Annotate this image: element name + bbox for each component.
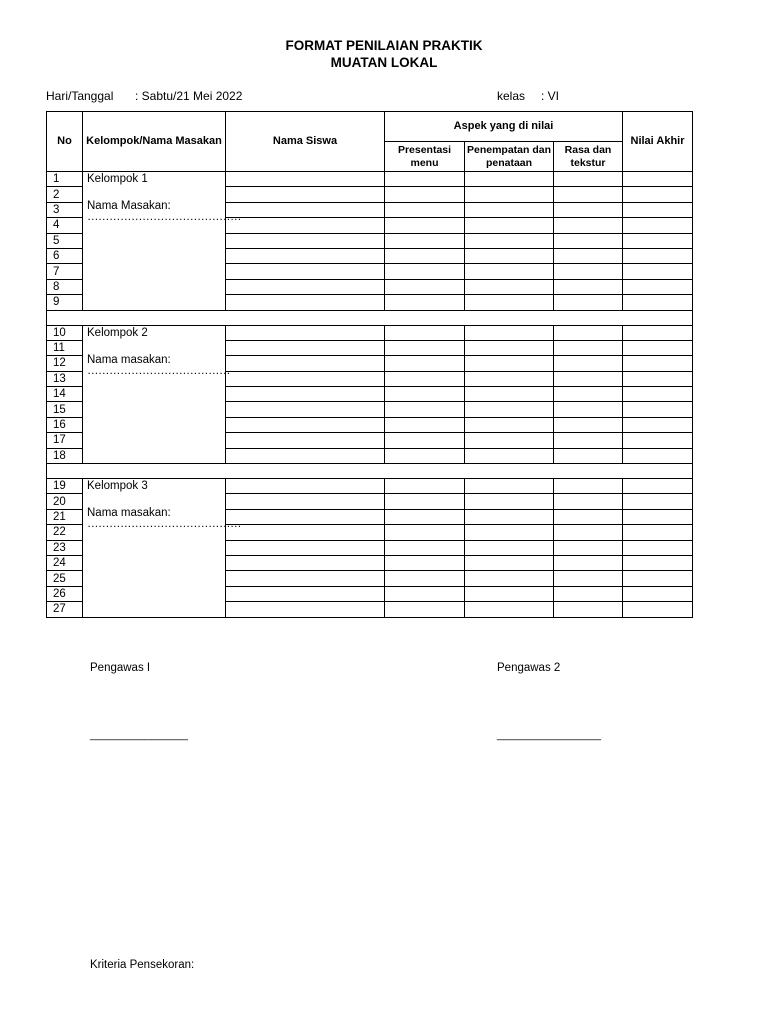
dish-name-blank: …………………………………… <box>87 211 241 223</box>
final-score-cell <box>623 509 693 524</box>
presentation-score-cell <box>385 356 465 371</box>
taste-score-cell <box>554 540 623 555</box>
taste-score-cell <box>554 279 623 294</box>
row-number: 15 <box>47 402 83 417</box>
row-number: 17 <box>47 433 83 448</box>
row-number: 23 <box>47 540 83 555</box>
arrangement-score-cell <box>465 571 554 586</box>
presentation-score-cell <box>385 555 465 570</box>
table-row <box>47 479 693 494</box>
presentation-score-cell <box>385 233 465 248</box>
student-name-cell <box>226 586 385 601</box>
final-score-cell <box>623 279 693 294</box>
final-score-cell <box>623 340 693 355</box>
presentation-score-cell <box>385 172 465 187</box>
class-label: kelas <box>497 89 526 103</box>
presentation-score-cell <box>385 509 465 524</box>
presentation-score-cell <box>385 371 465 386</box>
presentation-score-cell <box>385 325 465 340</box>
arrangement-score-cell <box>465 172 554 187</box>
assessment-table <box>46 111 693 618</box>
taste-score-cell <box>554 218 623 233</box>
group-separator-row <box>47 464 693 479</box>
row-number: 2 <box>47 187 83 202</box>
arrangement-score-cell <box>465 494 554 509</box>
taste-score-cell <box>554 433 623 448</box>
student-name-cell <box>226 187 385 202</box>
row-number: 1 <box>47 172 83 187</box>
student-name-cell <box>226 402 385 417</box>
taste-score-cell <box>554 340 623 355</box>
taste-score-cell <box>554 417 623 432</box>
presentation-score-cell <box>385 279 465 294</box>
student-name-cell <box>226 387 385 402</box>
taste-score-cell <box>554 187 623 202</box>
header-aspect-taste: Rasa dan tekstur <box>554 142 623 172</box>
student-name-cell <box>226 433 385 448</box>
taste-score-cell <box>554 448 623 463</box>
presentation-score-cell <box>385 295 465 310</box>
presentation-score-cell <box>385 417 465 432</box>
taste-score-cell <box>554 525 623 540</box>
row-number: 3 <box>47 202 83 217</box>
final-score-cell <box>623 264 693 279</box>
row-number: 19 <box>47 479 83 494</box>
supervisor-2-label: Pengawas 2 <box>497 662 561 674</box>
group-separator <box>47 310 693 325</box>
arrangement-score-cell <box>465 340 554 355</box>
group-cell <box>83 172 241 311</box>
taste-score-cell <box>554 325 623 340</box>
arrangement-score-cell <box>465 540 554 555</box>
taste-score-cell <box>554 233 623 248</box>
row-number: 27 <box>47 602 83 617</box>
final-score-cell <box>623 325 693 340</box>
document-subtitle: MUATAN LOKAL <box>330 55 438 70</box>
student-name-cell <box>226 509 385 524</box>
final-score-cell <box>623 448 693 463</box>
presentation-score-cell <box>385 602 465 617</box>
taste-score-cell <box>554 494 623 509</box>
final-score-cell <box>623 172 693 187</box>
arrangement-score-cell <box>465 218 554 233</box>
student-name-cell <box>226 325 385 340</box>
arrangement-score-cell <box>465 509 554 524</box>
final-score-cell <box>623 233 693 248</box>
row-number: 10 <box>47 325 83 340</box>
taste-score-cell <box>554 248 623 263</box>
taste-score-cell <box>554 602 623 617</box>
arrangement-score-cell <box>465 448 554 463</box>
group-title: Kelompok 1 <box>87 173 148 185</box>
final-score-cell <box>623 387 693 402</box>
group-cell <box>83 325 230 464</box>
arrangement-score-cell <box>465 402 554 417</box>
student-name-cell <box>226 571 385 586</box>
document-title: FORMAT PENILAIAN PRAKTIK <box>285 38 483 53</box>
student-name-cell <box>226 356 385 371</box>
final-score-cell <box>623 602 693 617</box>
group-title: Kelompok 2 <box>87 326 148 339</box>
header-aspect-presentation: Presentasi menu <box>385 142 465 172</box>
row-number: 4 <box>47 218 83 233</box>
arrangement-score-cell <box>465 602 554 617</box>
row-number: 6 <box>47 248 83 263</box>
arrangement-score-cell <box>465 525 554 540</box>
final-score-cell <box>623 371 693 386</box>
final-score-cell <box>623 540 693 555</box>
header-group: Kelompok/Nama Masakan <box>83 112 226 172</box>
dish-name-blank: …………………………………… <box>87 518 241 531</box>
final-score-cell <box>623 479 693 494</box>
presentation-score-cell <box>385 248 465 263</box>
final-score-cell <box>623 525 693 540</box>
final-score-cell <box>623 433 693 448</box>
arrangement-score-cell <box>465 279 554 294</box>
supervisor-2-signature-line: _________________ <box>497 729 602 741</box>
student-name-cell <box>226 555 385 570</box>
header-aspect-arrangement: Penempatan dan penataan <box>465 142 554 172</box>
student-name-cell <box>226 540 385 555</box>
taste-score-cell <box>554 509 623 524</box>
dish-name-label: Nama masakan: <box>87 353 171 366</box>
row-number: 24 <box>47 555 83 570</box>
row-number: 22 <box>47 525 83 540</box>
dish-name-blank: ………………………………… <box>87 364 230 377</box>
final-score-cell <box>623 571 693 586</box>
student-name-cell <box>226 264 385 279</box>
arrangement-score-cell <box>465 586 554 601</box>
student-name-cell <box>226 218 385 233</box>
final-score-cell <box>623 402 693 417</box>
presentation-score-cell <box>385 187 465 202</box>
arrangement-score-cell <box>465 555 554 570</box>
class-value: : VI <box>541 89 560 103</box>
final-score-cell <box>623 417 693 432</box>
presentation-score-cell <box>385 540 465 555</box>
final-score-cell <box>623 218 693 233</box>
final-score-cell <box>623 202 693 217</box>
presentation-score-cell <box>385 586 465 601</box>
row-number: 7 <box>47 264 83 279</box>
student-name-cell <box>226 494 385 509</box>
row-number: 11 <box>47 340 83 355</box>
row-number: 21 <box>47 509 83 524</box>
row-number: 8 <box>47 279 83 294</box>
table-row <box>47 325 693 340</box>
arrangement-score-cell <box>465 295 554 310</box>
taste-score-cell <box>554 402 623 417</box>
group-separator <box>47 464 693 479</box>
arrangement-score-cell <box>465 248 554 263</box>
header-final-score: Nilai Akhir <box>623 112 693 172</box>
student-name-cell <box>226 233 385 248</box>
student-name-cell <box>226 479 385 494</box>
final-score-cell <box>623 555 693 570</box>
presentation-score-cell <box>385 479 465 494</box>
supervisor-1-label: Pengawas I <box>90 662 151 674</box>
final-score-cell <box>623 356 693 371</box>
arrangement-score-cell <box>465 202 554 217</box>
row-number: 9 <box>47 295 83 310</box>
presentation-score-cell <box>385 264 465 279</box>
taste-score-cell <box>554 295 623 310</box>
group-separator-row <box>47 310 693 325</box>
taste-score-cell <box>554 202 623 217</box>
row-number: 12 <box>47 356 83 371</box>
arrangement-score-cell <box>465 433 554 448</box>
student-name-cell <box>226 448 385 463</box>
taste-score-cell <box>554 586 623 601</box>
presentation-score-cell <box>385 448 465 463</box>
header-aspects: Aspek yang di nilai <box>385 112 623 142</box>
arrangement-score-cell <box>465 387 554 402</box>
presentation-score-cell <box>385 494 465 509</box>
date-value: : Sabtu/21 Mei 2022 <box>135 89 243 103</box>
taste-score-cell <box>554 555 623 570</box>
row-number: 14 <box>47 387 83 402</box>
dish-name-label: Nama masakan: <box>87 507 171 520</box>
supervisor-1-signature-line: ________________ <box>90 729 188 741</box>
header-no: No <box>47 112 83 172</box>
student-name-cell <box>226 371 385 386</box>
row-number: 5 <box>47 233 83 248</box>
student-name-cell <box>226 417 385 432</box>
row-number: 20 <box>47 494 83 509</box>
final-score-cell <box>623 586 693 601</box>
row-number: 18 <box>47 448 83 463</box>
taste-score-cell <box>554 479 623 494</box>
arrangement-score-cell <box>465 417 554 432</box>
student-name-cell <box>226 295 385 310</box>
arrangement-score-cell <box>465 356 554 371</box>
taste-score-cell <box>554 371 623 386</box>
presentation-score-cell <box>385 525 465 540</box>
presentation-score-cell <box>385 387 465 402</box>
group-cell <box>83 479 241 618</box>
taste-score-cell <box>554 387 623 402</box>
student-name-cell <box>226 248 385 263</box>
scoring-criteria-label: Kriteria Pensekoran: <box>90 959 195 971</box>
presentation-score-cell <box>385 202 465 217</box>
arrangement-score-cell <box>465 264 554 279</box>
student-name-cell <box>226 525 385 540</box>
student-name-cell <box>226 279 385 294</box>
arrangement-score-cell <box>465 233 554 248</box>
presentation-score-cell <box>385 340 465 355</box>
student-name-cell <box>226 172 385 187</box>
final-score-cell <box>623 187 693 202</box>
date-label: Hari/Tanggal <box>46 89 114 103</box>
row-number: 13 <box>47 371 83 386</box>
taste-score-cell <box>554 264 623 279</box>
taste-score-cell <box>554 356 623 371</box>
row-number: 26 <box>47 586 83 601</box>
final-score-cell <box>623 248 693 263</box>
arrangement-score-cell <box>465 371 554 386</box>
header-student-name: Nama Siswa <box>226 112 385 172</box>
final-score-cell <box>623 494 693 509</box>
arrangement-score-cell <box>465 479 554 494</box>
presentation-score-cell <box>385 571 465 586</box>
student-name-cell <box>226 340 385 355</box>
group-title: Kelompok 3 <box>87 480 148 493</box>
row-number: 16 <box>47 417 83 432</box>
arrangement-score-cell <box>465 187 554 202</box>
table-row <box>47 172 693 187</box>
taste-score-cell <box>554 571 623 586</box>
final-score-cell <box>623 295 693 310</box>
presentation-score-cell <box>385 433 465 448</box>
presentation-score-cell <box>385 402 465 417</box>
dish-name-label: Nama Masakan: <box>87 200 171 212</box>
arrangement-score-cell <box>465 325 554 340</box>
taste-score-cell <box>554 172 623 187</box>
student-name-cell <box>226 202 385 217</box>
row-number: 25 <box>47 571 83 586</box>
student-name-cell <box>226 602 385 617</box>
presentation-score-cell <box>385 218 465 233</box>
